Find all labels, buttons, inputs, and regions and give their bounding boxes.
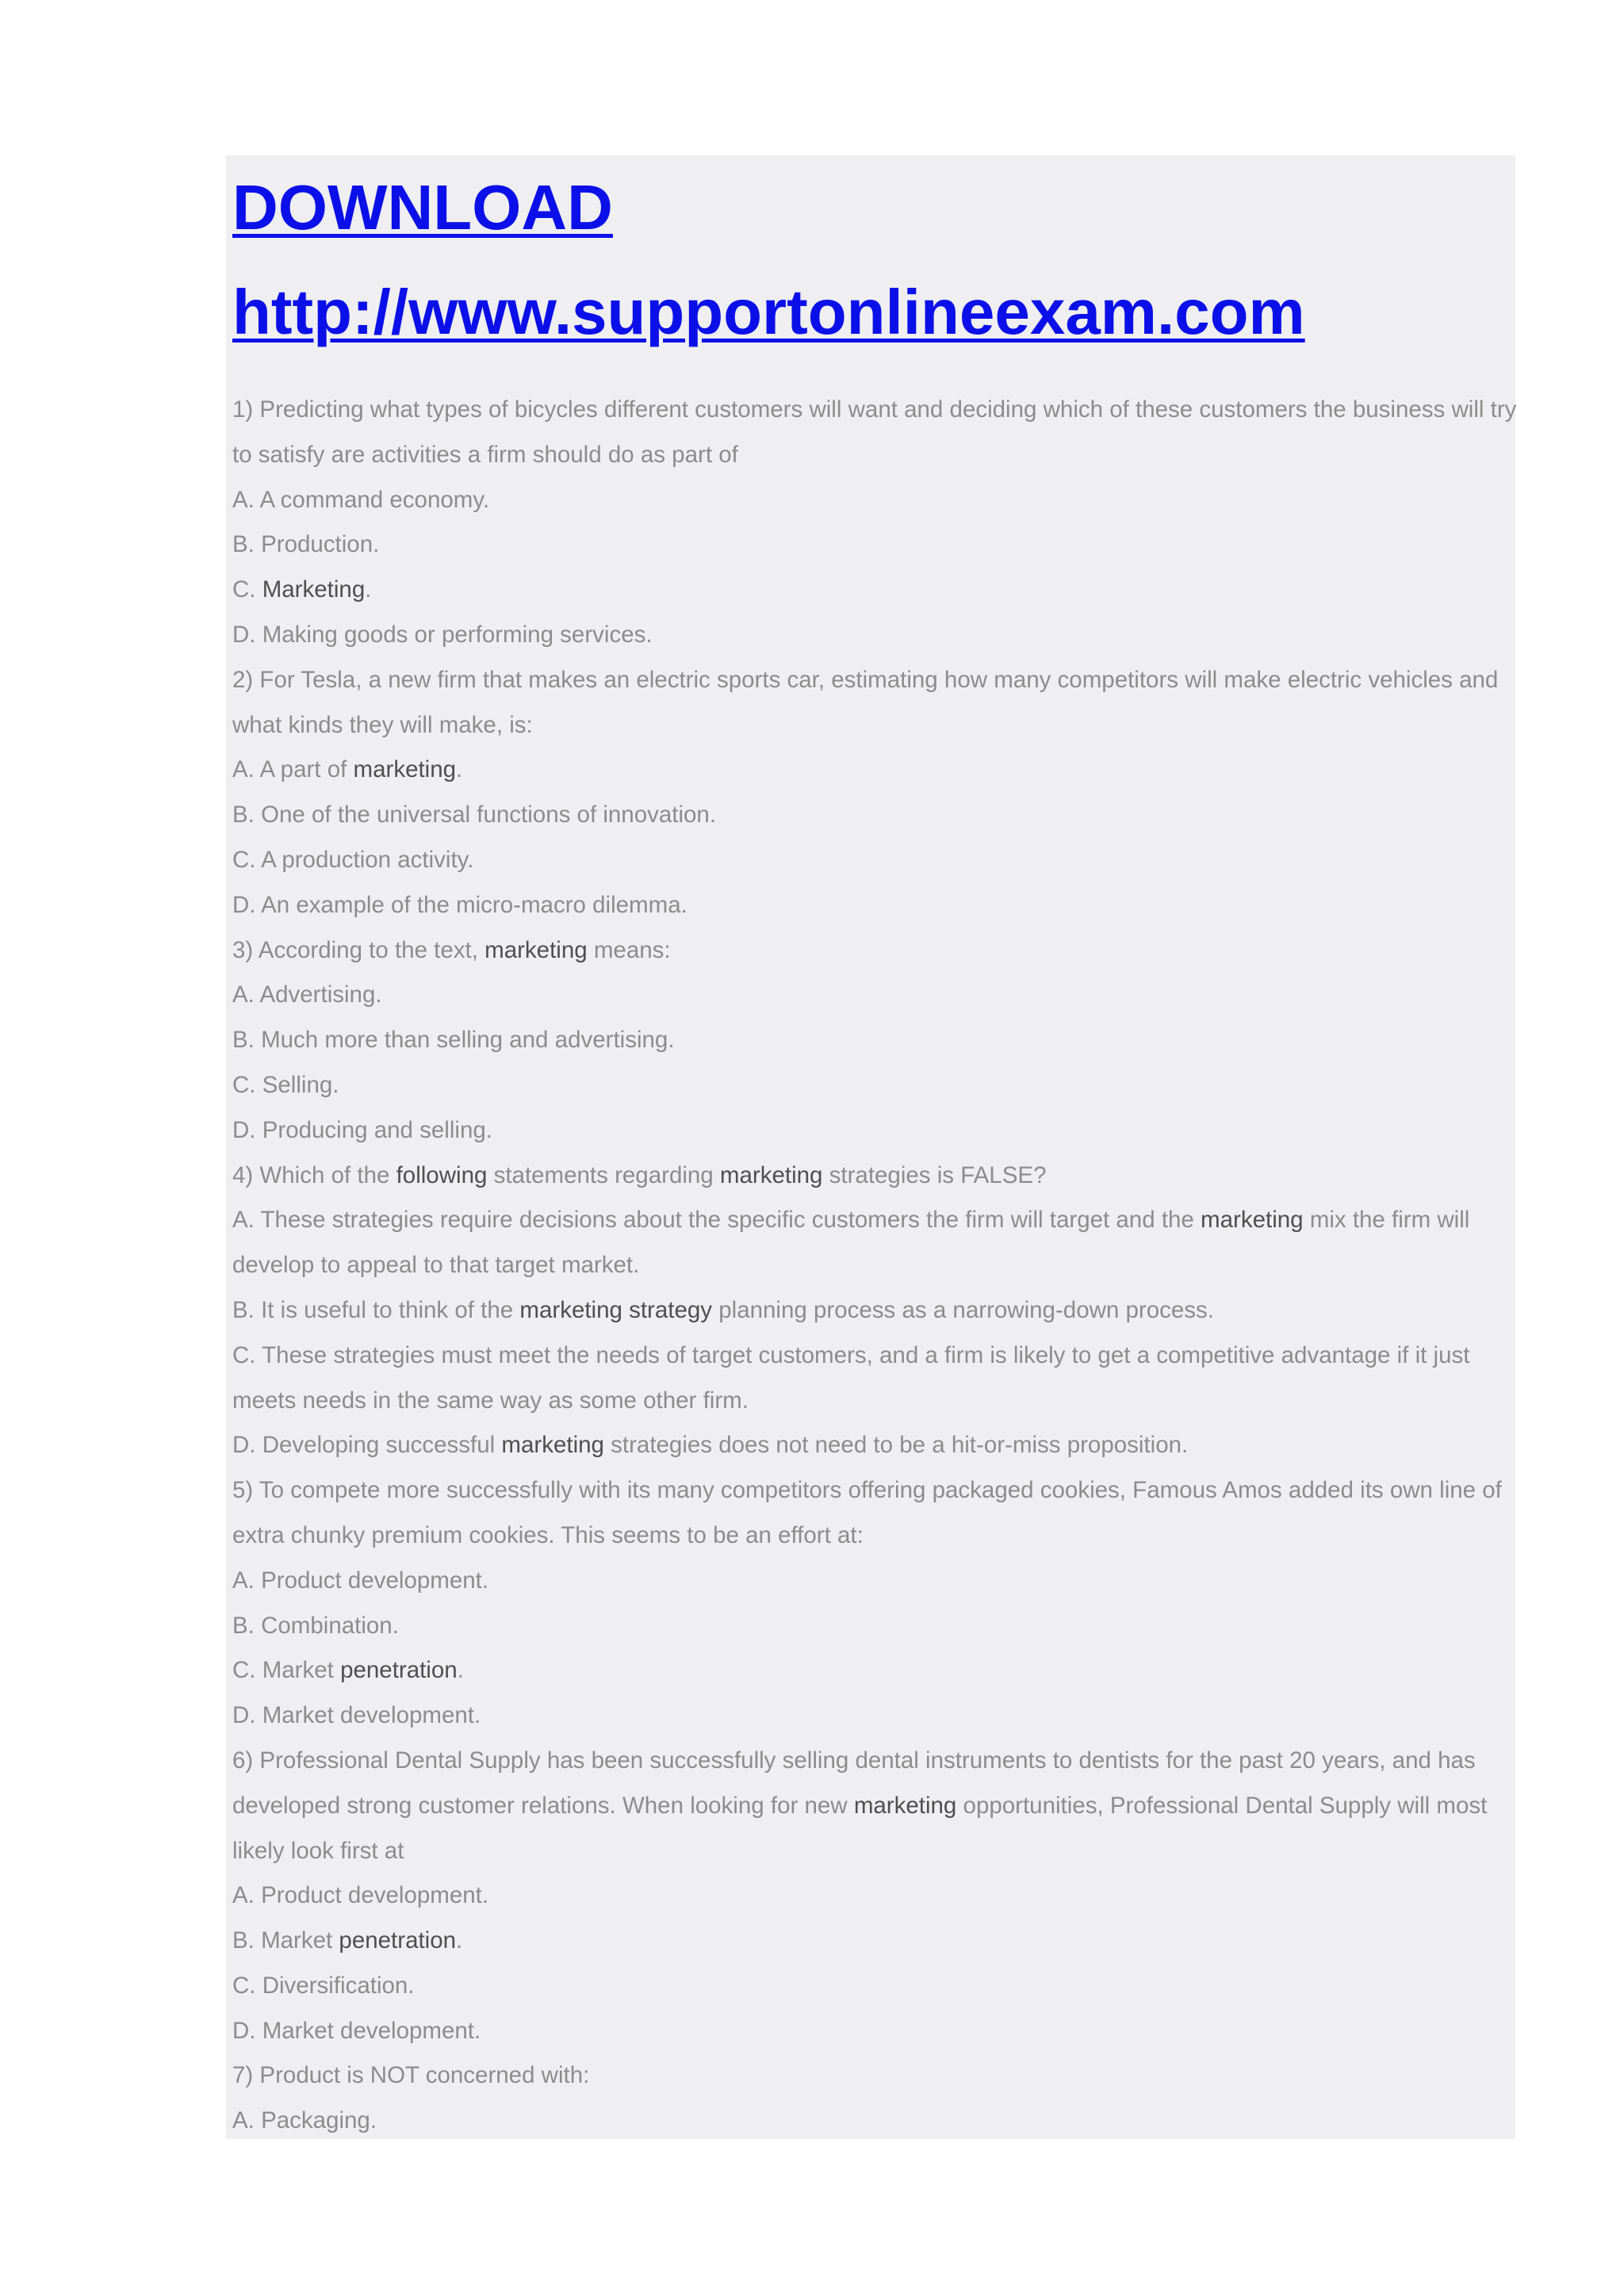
line-text: .: [457, 1657, 464, 1684]
keyword-text: Marketing: [262, 576, 366, 603]
keyword-text: marketing: [353, 756, 457, 783]
answer-option: [232, 478, 1517, 523]
line-text: A. Advertising.: [232, 982, 382, 1008]
line-text: A. Product development.: [232, 1882, 489, 1909]
question-stem: [232, 1468, 1517, 1559]
keyword-text: marketing: [1201, 1207, 1304, 1234]
question-stem: [232, 388, 1517, 478]
question-stem: [232, 658, 1517, 748]
line-text: 4) Which of the: [232, 1161, 396, 1188]
line-text: A. A part of: [232, 756, 354, 783]
answer-option: [232, 2009, 1517, 2054]
line-text: strategies does not need to be a hit-or-miss proposition.: [603, 1432, 1189, 1459]
line-text: 3) According to the text,: [232, 936, 485, 963]
answer-option: [232, 748, 1517, 793]
line-text: 6) Professional Dental Supply has been successfully selling dental instruments to dentists for the past 20 years, and has developed strong customer relations. When looking for new: [232, 1747, 1476, 1819]
answer-option: [232, 1018, 1517, 1063]
line-text: C.: [232, 576, 262, 603]
line-text: opportunities, Professional Dental Supply will most likely look first at: [232, 1792, 1488, 1864]
keyword-text: marketing strategy: [519, 1296, 713, 1323]
site-url-link[interactable]: http://www.supportonlineexam.com: [232, 277, 1305, 347]
keyword-text: marketing: [501, 1432, 604, 1459]
line-text: means:: [587, 936, 671, 963]
answer-option: [232, 1198, 1517, 1288]
line-text: C. These strategies must meet the needs of target customers, and a firm is likely to get a competitive advantage if it just meets needs in the same way as some other firm.: [232, 1341, 1470, 1414]
line-text: A. Packaging.: [232, 2107, 377, 2134]
answer-option: [232, 1873, 1517, 1919]
question-stem: [232, 1154, 1517, 1199]
answer-option: [232, 522, 1517, 568]
line-text: B. Production.: [232, 531, 380, 558]
question-stem: [232, 2053, 1517, 2099]
question-stem: [232, 928, 1517, 974]
keyword-text: penetration: [339, 1927, 457, 1954]
answer-option: [232, 1919, 1517, 1964]
answer-option: [232, 1108, 1517, 1154]
answer-option: [232, 1334, 1517, 1424]
line-text: D. Making goods or performing services.: [232, 621, 653, 648]
line-text: D. An example of the micro-macro dilemma.: [232, 891, 688, 918]
line-text: A. A command economy.: [232, 486, 490, 513]
download-header: [232, 155, 1501, 365]
answer-option: [232, 568, 1517, 613]
answer-option: [232, 1063, 1517, 1108]
answer-option: [232, 883, 1517, 928]
answer-option: [232, 838, 1517, 883]
answer-option: [232, 1648, 1517, 1693]
keyword-text: marketing: [719, 1161, 823, 1188]
download-link[interactable]: DOWNLOAD: [232, 172, 613, 243]
keyword-text: penetration: [340, 1657, 458, 1684]
line-text: C. Selling.: [232, 1071, 339, 1098]
line-text: .: [365, 576, 372, 603]
answer-option: [232, 2099, 1517, 2144]
question-stem: [232, 1739, 1517, 1873]
line-text: D. Producing and selling.: [232, 1116, 492, 1143]
line-text: B. Combination.: [232, 1612, 399, 1639]
line-text: C. A production activity.: [232, 846, 474, 873]
keyword-text: marketing: [853, 1792, 957, 1819]
answer-option: [232, 1423, 1517, 1468]
line-text: C. Market: [232, 1657, 341, 1684]
line-text: planning process as a narrowing-down process.: [712, 1296, 1215, 1323]
keyword-text: marketing: [485, 936, 588, 963]
answer-option: [232, 1288, 1517, 1334]
line-text: strategies is FALSE?: [822, 1161, 1047, 1188]
answer-option: [232, 1693, 1517, 1739]
line-text: .: [456, 756, 463, 783]
line-text: B. It is useful to think of the: [232, 1296, 520, 1323]
line-text: mix the firm will develop to appeal to that target market.: [232, 1207, 1470, 1279]
line-text: D. Developing successful: [232, 1432, 502, 1459]
answer-option: [232, 1964, 1517, 2009]
line-text: 7) Product is NOT concerned with:: [232, 2062, 590, 2089]
line-text: D. Market development.: [232, 1702, 481, 1729]
keyword-text: following: [396, 1161, 488, 1188]
question-list: [232, 388, 1517, 2144]
line-text: .: [456, 1927, 463, 1954]
line-text: statements regarding: [487, 1161, 720, 1188]
answer-option: [232, 613, 1517, 658]
line-text: A. Product development.: [232, 1567, 489, 1594]
answer-option: [232, 973, 1517, 1018]
line-text: B. One of the universal functions of innovation.: [232, 802, 717, 828]
answer-option: [232, 1559, 1517, 1604]
line-text: D. Market development.: [232, 2017, 481, 2044]
line-text: 5) To compete more successfully with its many competitors offering packaged cookies, Famous Amos added its own line of extra chunky premium cookies. This seems to be an effort at:: [232, 1477, 1502, 1548]
line-text: A. These strategies require decisions about the specific customers the firm will target and the: [232, 1207, 1201, 1234]
line-text: 1) Predicting what types of bicycles different customers will want and deciding which of these customers the business will try to satisfy are activities a firm should do as part of: [232, 396, 1517, 468]
line-text: C. Diversification.: [232, 1972, 415, 1999]
answer-option: [232, 1604, 1517, 1649]
line-text: B. Much more than selling and advertising.: [232, 1027, 675, 1054]
line-text: B. Market: [232, 1927, 339, 1954]
line-text: 2) For Tesla, a new firm that makes an electric sports car, estimating how many competitors will make electric vehicles and what kinds they will make, is:: [232, 666, 1499, 738]
answer-option: [232, 793, 1517, 838]
